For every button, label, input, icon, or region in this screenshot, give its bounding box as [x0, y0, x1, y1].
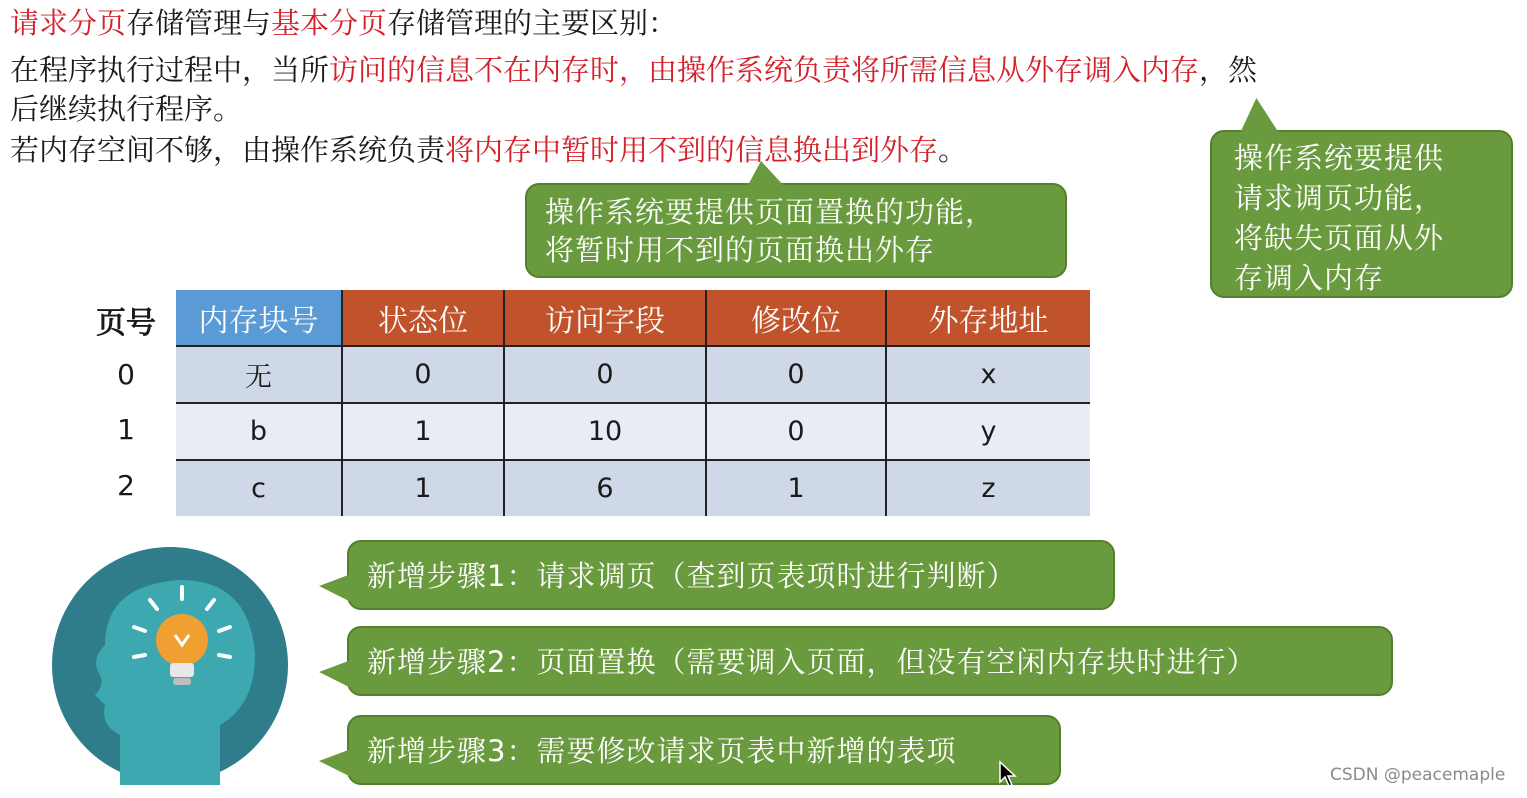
callout-page-replacement: [525, 183, 1067, 278]
col-header-external-address: 外存地址: [886, 290, 1090, 346]
table-cell: 1: [342, 460, 504, 516]
step-1-demand-fetch: [347, 540, 1115, 610]
page-number-2: 2: [117, 469, 135, 502]
paragraph-1-continued: 后继续执行程序。: [10, 92, 243, 126]
para1-highlight: 访问的信息不在内存时，由操作系统负责将所需信息从外存调入内存: [329, 53, 1200, 87]
table-cell: x: [886, 346, 1090, 403]
table-cell: 0: [342, 346, 504, 403]
para1-pre: 在程序执行过程中，当所: [10, 53, 330, 87]
title-basic-paging: 基本分页: [271, 6, 388, 40]
bulb-base: [170, 663, 194, 677]
page-title: [10, 3, 677, 43]
step-1-text: 新增步骤1：请求调页（查到页表项时进行判断）: [367, 559, 1017, 593]
step-2-page-replacement: [347, 626, 1393, 696]
step-2-text: 新增步骤2：页面置换（需要调入页面，但没有空闲内存块时进行）: [367, 645, 1257, 679]
request-page-table: [176, 290, 1090, 516]
table-cell: 无: [176, 346, 342, 403]
mouse-cursor-icon: [998, 760, 1018, 792]
col-header-status-bit: 状态位: [342, 290, 504, 346]
callout-fetch-text: 操作系统要提供 请求调页功能， 将缺失页面从外 存调入内存: [1234, 141, 1445, 295]
table-cell: 1: [342, 403, 504, 460]
para2-pre: 若内存空间不够，由操作系统负责: [10, 133, 446, 167]
para1-post: ，然: [1199, 53, 1258, 87]
table-row: [176, 403, 1090, 460]
title-request-paging: 请求分页: [10, 6, 127, 40]
col-header-access-field: 访问字段: [504, 290, 706, 346]
table-cell: z: [886, 460, 1090, 516]
table-cell: y: [886, 403, 1090, 460]
step-3-modify-table: [347, 715, 1061, 785]
table-cell: 0: [706, 346, 886, 403]
para2-post: 。: [938, 133, 968, 167]
callout-tail: [747, 161, 785, 187]
callout-tail: [319, 660, 351, 688]
table-cell: c: [176, 460, 342, 516]
bulb-cap: [173, 678, 191, 685]
table-header-row: [176, 290, 1090, 346]
mouse-cursor-svg: [998, 760, 1018, 788]
para2-highlight: 将内存中暂时用不到的信息换出到外存: [445, 133, 939, 167]
page-number-header: 页号: [96, 306, 156, 341]
table-cell: 0: [504, 346, 706, 403]
page-number-1: 1: [117, 413, 135, 446]
callout-tail: [1240, 98, 1297, 134]
head-lightbulb-svg: [50, 545, 290, 785]
col-header-modify-bit: 修改位: [706, 290, 886, 346]
bulb-glass: [156, 614, 208, 666]
head-lightbulb-icon: [50, 545, 290, 785]
paragraph-1: [10, 50, 1257, 90]
callout-demand-paging: [1210, 130, 1513, 298]
callout-tail: [319, 749, 351, 777]
table-cell: 6: [504, 460, 706, 516]
title-text-b: 存储管理的主要区别：: [387, 6, 678, 40]
page-number-0: 0: [117, 358, 135, 391]
table-cell: 0: [706, 403, 886, 460]
table-row: [176, 346, 1090, 403]
step-3-text: 新增步骤3：需要修改请求页表中新增的表项: [367, 734, 957, 768]
col-header-memory-block: 内存块号: [176, 290, 342, 346]
watermark: CSDN @peacemaple: [1330, 765, 1506, 785]
title-text-a: 存储管理与: [126, 6, 272, 40]
table-cell: 1: [706, 460, 886, 516]
callout-tail: [319, 574, 351, 602]
table-cell: b: [176, 403, 342, 460]
paragraph-2: [10, 130, 967, 170]
table-row: [176, 460, 1090, 516]
table-cell: 10: [504, 403, 706, 460]
callout-replace-text: 操作系统要提供页面置换的功能， 将暂时用不到的页面换出外存: [545, 195, 996, 267]
